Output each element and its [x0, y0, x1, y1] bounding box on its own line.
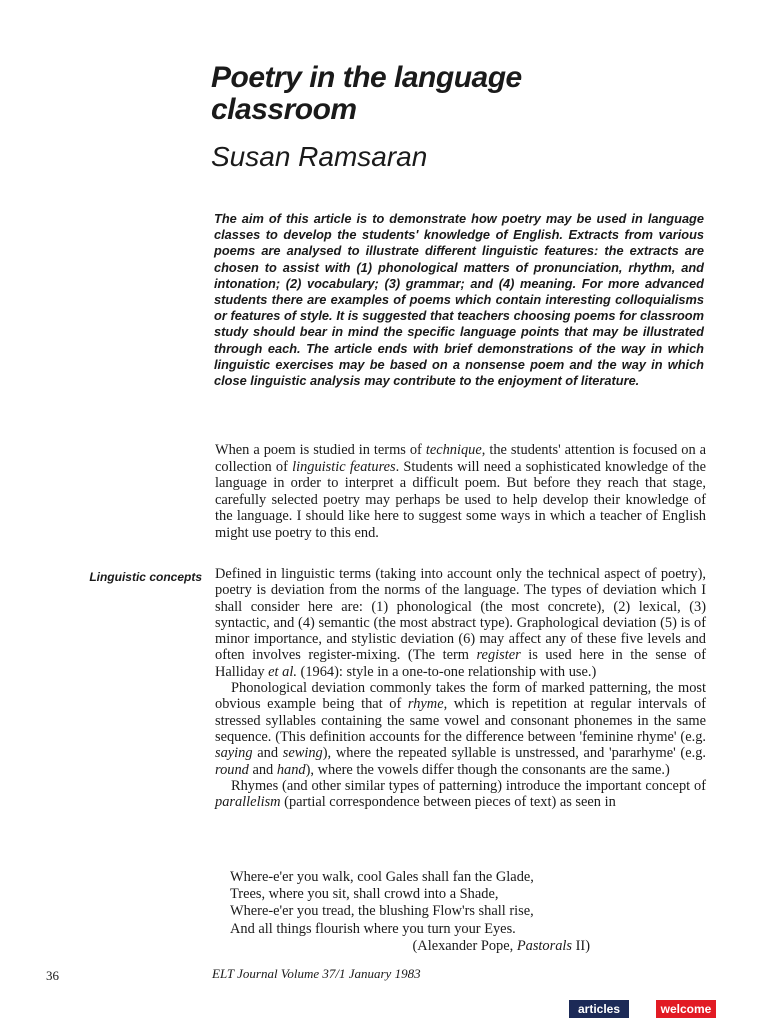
citation-et-al: et al. [268, 663, 297, 680]
attribution-author: (Alexander Pope, [412, 937, 517, 954]
intro-text: , the students' attention is focused on a collection of [215, 442, 707, 475]
poem-line: Where-e'er you walk, cool Gales shall fan the Glade, [230, 869, 534, 885]
section-heading: Linguistic concepts [89, 570, 202, 584]
article-title: Poetry in the language classroom [211, 61, 522, 126]
intro-term-linguistic-features: linguistic features [292, 458, 396, 475]
intro-text: . Students will need a sophisticated knowledge of the language in order to interpret a difficult poem. But before they reach that stage, carefully selected poetry may perhaps be used to help develop their knowledge of the language. I should like here to suggest some ways in which a teacher of English might use poetry to this end. [215, 458, 706, 541]
poem-attribution [230, 938, 590, 955]
paragraph-text: ), where the repeated syllable is unstressed, and 'pararhyme' (e.g. [322, 745, 706, 762]
intro-term-technique: technique [425, 442, 482, 458]
section-body [215, 566, 706, 810]
paragraph-text: , which is repetition at regular intervals of stressed syllables containing the same vowel and consonant phonemes in the same sequence. (This definition accounts for the difference between 'feminine rhyme' (e.g. [215, 696, 706, 745]
example-word: saying [215, 745, 253, 762]
intro-paragraph [215, 442, 706, 541]
term-rhyme: rhyme [407, 696, 444, 713]
paragraph-text: (1964): style in a one-to-one relationship with use.) [296, 663, 597, 680]
term-parallelism: parallelism [215, 794, 281, 811]
poem-line: And all things flourish where you turn your Eyes. [230, 920, 516, 937]
paragraph-text: Defined in linguistic terms (taking into account only the technical aspect of poetry), poetry is deviation from the norms of the language. The types of deviation which I shall consider here are: (1) phonological (the most concrete), (2) lexical, (3) syntactic, and (4) semantic (the most abstract type). Graphological deviation (5) is of minor importance, and stylistic deviation (6) may affect any of these five levels and often involves register-mixing. (The term [215, 566, 706, 664]
poem-quotation [230, 869, 590, 955]
paragraph-text: Phonological deviation commonly takes the form of marked patterning, the most obvious example being that of [215, 680, 706, 713]
paragraph-text: ), where the vowels differ though the consonants are the same.) [305, 761, 670, 778]
attribution-work: Pastorals [516, 937, 573, 954]
paragraph [215, 680, 706, 778]
example-word: sewing [282, 745, 323, 762]
paragraph-text: Rhymes (and other similar types of patterning) introduce the important concept of [231, 777, 706, 794]
abstract: The aim of this article is to demonstrate how poetry may be used in language classes to develop the students' knowledge of English. Extracts from various poems are analysed to illustrate different linguistic features: the extracts are chosen to assist with (1) phonological matters of pronunciation, rhythm, and intonation; (2) vocabulary; (3) grammar; and (4) meaning. For more advanced students there are examples of poems which contain interesting colloquialisms or features of style. It is suggested that teachers choosing poems for classroom study should bear in mind the specific language points that may be illustrated through each. The article ends with brief demonstrations of the way in which linguistic exercises may be based on a nonsense poem and the way in which close linguistic analysis may contribute to the enjoyment of literature. [214, 211, 704, 389]
page-number: 36 [46, 968, 59, 983]
articles-button[interactable]: articles [569, 1000, 629, 1018]
poem-line: Trees, where you sit, shall crowd into a Shade, [230, 886, 499, 903]
term-register: register [476, 647, 521, 664]
author-name: Susan Ramsaran [211, 141, 428, 172]
paragraph [215, 778, 706, 811]
example-word: round [215, 761, 249, 778]
paragraph-text: (partial correspondence between pieces of text) as seen in [280, 794, 616, 811]
welcome-button[interactable]: welcome [656, 1000, 716, 1018]
attribution-part: II) [572, 937, 590, 954]
paragraph-text: is used here in the sense of Halliday [215, 647, 706, 680]
paragraph [215, 566, 706, 680]
journal-footer: ELT Journal Volume 37/1 January 1983 [212, 966, 421, 981]
example-word: hand [276, 761, 306, 778]
paragraph-text: and [248, 761, 277, 778]
poem-line: Where-e'er you tread, the blushing Flow'rs shall rise, [230, 903, 534, 920]
intro-text: When a poem is studied in terms of [215, 442, 426, 458]
paragraph-text: and [252, 745, 283, 762]
